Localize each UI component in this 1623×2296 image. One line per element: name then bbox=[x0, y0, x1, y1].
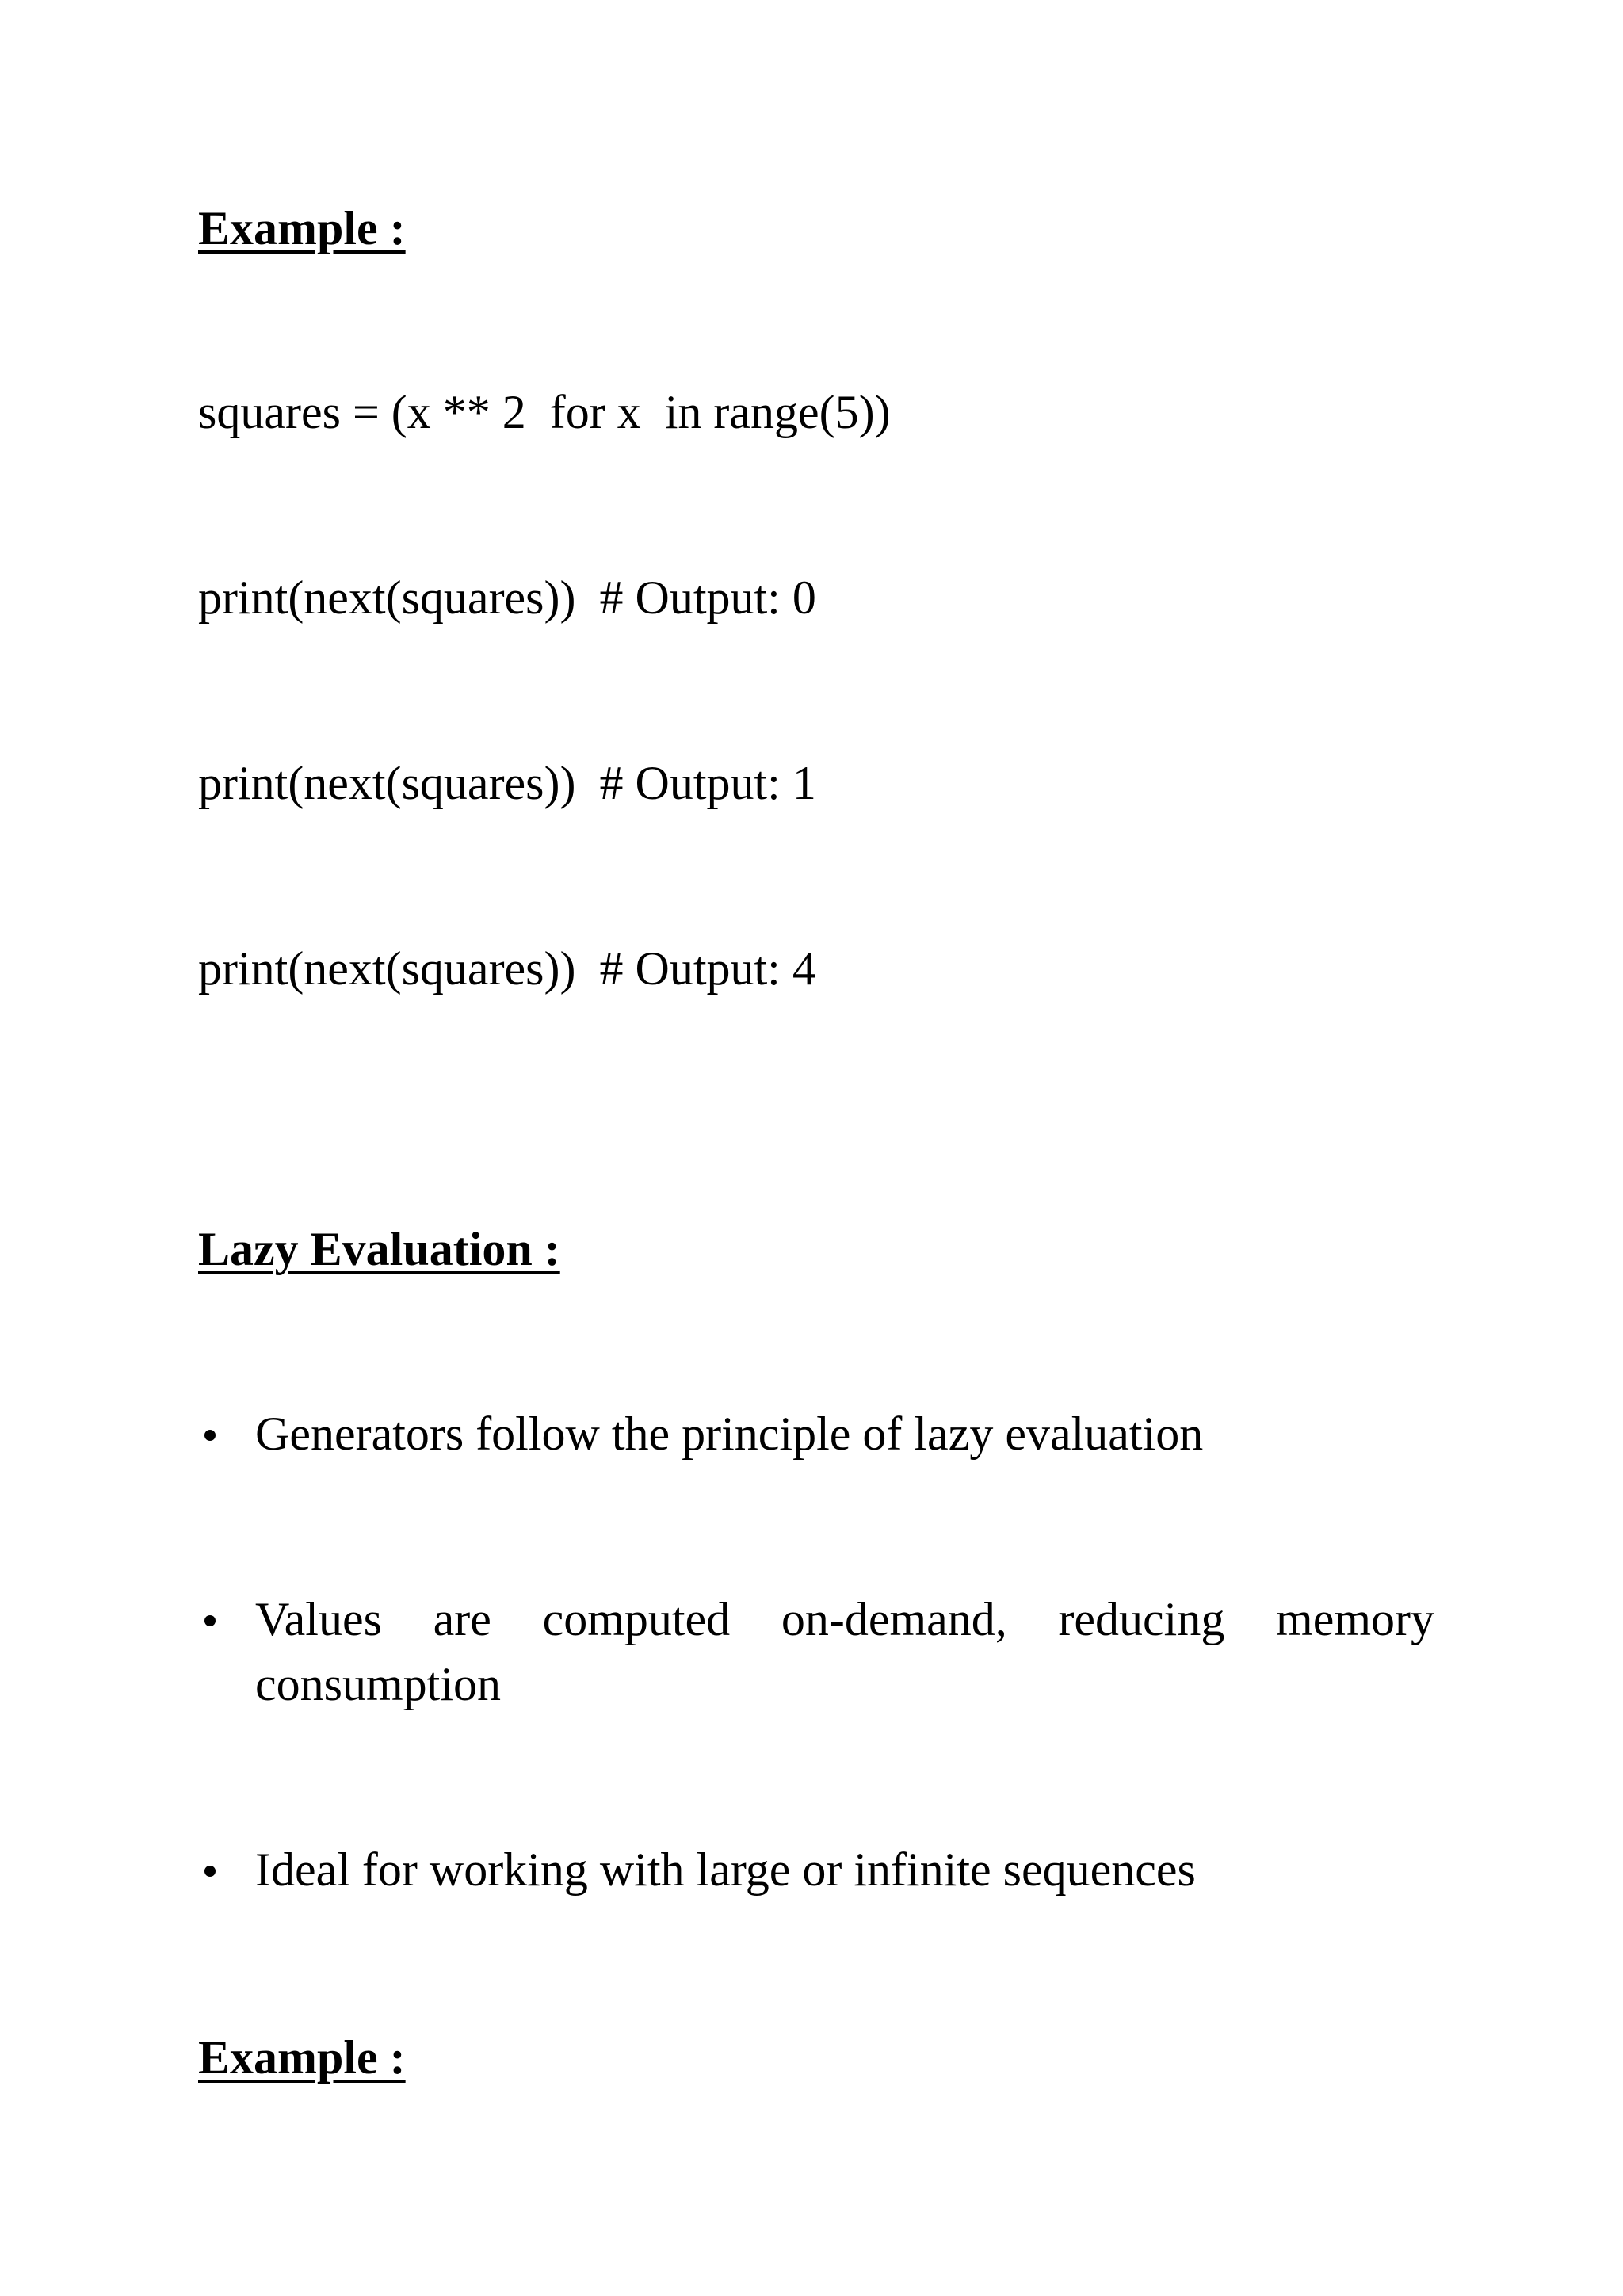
bullet-item-3 bbox=[198, 1837, 1434, 1902]
bullet-icon bbox=[204, 1866, 216, 1877]
bullet-item-2 bbox=[198, 1587, 1434, 1717]
code-line-3: print(next(squares)) # Output: 1 bbox=[198, 757, 816, 809]
lazy-evaluation-heading: Lazy Evaluation : bbox=[198, 1223, 560, 1275]
code-line-2: print(next(squares)) # Output: 0 bbox=[198, 571, 816, 624]
bullet-text-3: Ideal for working with large or infinite sequences bbox=[255, 1843, 1196, 1896]
bullet-text-2: Values are computed on-demand, reducing memory consumption bbox=[255, 1593, 1434, 1710]
bullet-icon bbox=[204, 1615, 216, 1626]
bullet-text-1: Generators follow the principle of lazy evaluation bbox=[255, 1408, 1204, 1460]
bullet-item-1 bbox=[198, 1401, 1434, 1466]
code-line-4: print(next(squares)) # Output: 4 bbox=[198, 942, 816, 995]
code-line-1: squares = (x ** 2 for x in range(5)) bbox=[198, 386, 891, 438]
example-heading-2: Example : bbox=[198, 2031, 406, 2084]
bullet-icon bbox=[204, 1430, 216, 1441]
example-heading-1: Example : bbox=[198, 202, 406, 254]
